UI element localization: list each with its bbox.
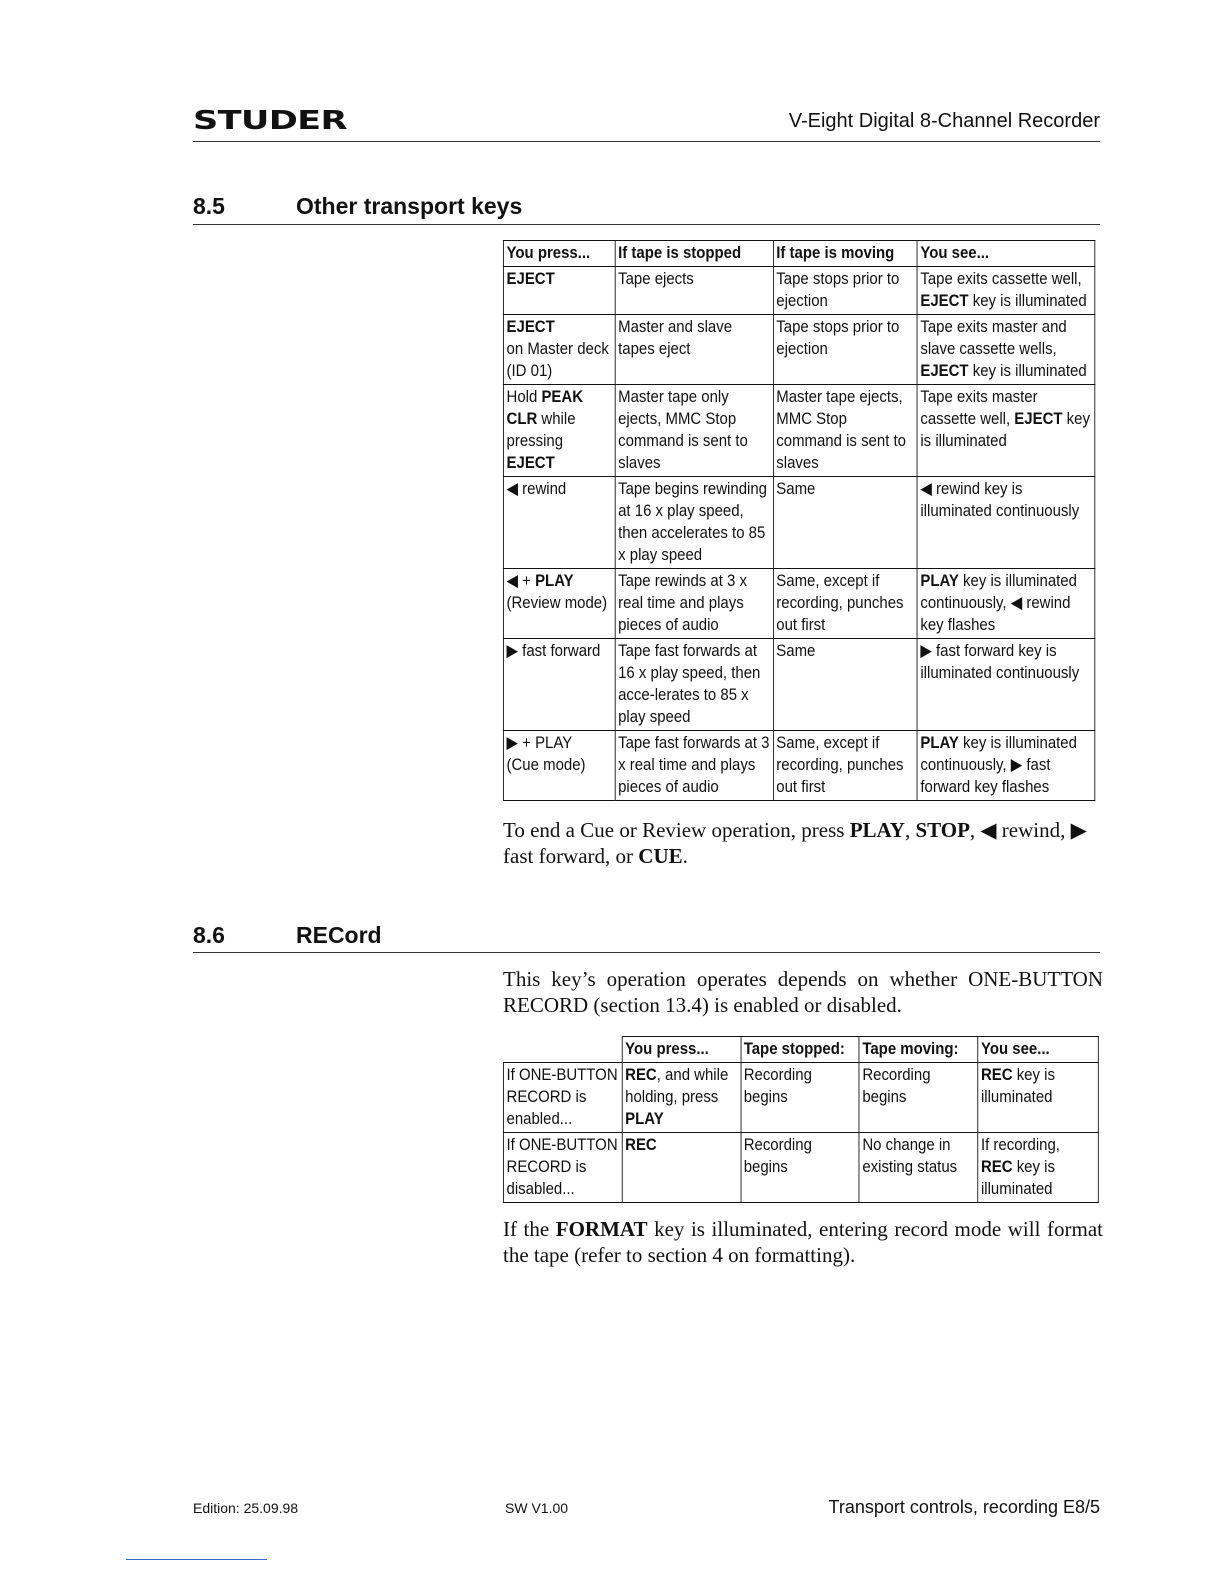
studer-logo: STUDER xyxy=(193,106,347,136)
cell-see: Tape exits master cassette well, EJECT key is illuminated xyxy=(917,385,1095,477)
cell-stopped: Recording begins xyxy=(741,1063,860,1133)
cell-moving: Tape stops prior to ejection xyxy=(773,267,917,315)
section-number: 8.5 xyxy=(193,193,225,219)
table-row xyxy=(503,385,1094,477)
cell-press: ◀ rewind xyxy=(503,477,615,569)
edition-date: Edition: 25.09.98 xyxy=(193,1500,299,1516)
table-row xyxy=(503,477,1094,569)
cell-press: EJECT on Master deck (ID 01) xyxy=(503,315,615,385)
empty-corner-cell xyxy=(503,1037,622,1063)
cell-stopped: Master and slave tapes eject xyxy=(615,315,773,385)
format-note: If the FORMAT key is illuminated, entering record mode will format the tape (refer to section 4 on formatting). xyxy=(503,1217,1103,1267)
cell-moving: Master tape ejects, MMC Stop command is sent to slaves xyxy=(773,385,917,477)
cell-moving: Same, except if recording, punches out first xyxy=(773,731,917,801)
cell-moving: No change in existing status xyxy=(859,1133,978,1203)
cell-see: Tape exits master and slave cassette wells, EJECT key is illuminated xyxy=(917,315,1095,385)
cell-stopped: Master tape only ejects, MMC Stop command is sent to slaves xyxy=(615,385,773,477)
cell-see: REC key is illuminated xyxy=(978,1063,1098,1133)
cell-stopped: Tape rewinds at 3 x real time and plays pieces of audio xyxy=(615,569,773,639)
cell-stopped: Tape fast forwards at 16 x play speed, then acce-lerates to 85 x play speed xyxy=(615,639,773,731)
column-header: You see... xyxy=(978,1037,1098,1063)
table-row xyxy=(503,1133,1098,1203)
column-header: You see... xyxy=(917,241,1095,267)
table-row xyxy=(503,315,1094,385)
cell-see: ◀ rewind key is illuminated continuously xyxy=(917,477,1095,569)
cell-see: ▶ fast forward key is illuminated continuously xyxy=(917,639,1095,731)
section-title: Other transport keys xyxy=(296,193,523,219)
record-intro: This key’s operation operates depends on whether ONE-BUTTON RECORD (section 13.4) is enabled or disabled. xyxy=(503,967,1103,1017)
cell-press: REC xyxy=(622,1133,741,1203)
column-header: You press... xyxy=(622,1037,741,1063)
footer-line xyxy=(126,1559,267,1560)
cell-see: PLAY key is illuminated continuously, ▶ fast forward key flashes xyxy=(917,731,1095,801)
record-table xyxy=(503,1036,1099,1203)
cell-see: PLAY key is illuminated continuously, ◀ rewind key flashes xyxy=(917,569,1095,639)
cell-stopped: Tape ejects xyxy=(615,267,773,315)
cell-press: REC, and while holding, press PLAY xyxy=(622,1063,741,1133)
cell-press: Hold PEAK CLR while pressing EJECT xyxy=(503,385,615,477)
document-title: V-Eight Digital 8-Channel Recorder xyxy=(788,110,1100,132)
cell-see: Tape exits cassette well, EJECT key is illuminated xyxy=(917,267,1095,315)
cell-stopped: Tape fast forwards at 3 x real time and plays pieces of audio xyxy=(615,731,773,801)
cell-moving: Same xyxy=(773,639,917,731)
chapter-page-label: Transport controls, recording E8/5 xyxy=(828,1497,1100,1517)
table-header-row xyxy=(503,1037,1098,1063)
cell-see: If recording, REC key is illuminated xyxy=(978,1133,1098,1203)
cell-stopped: Tape begins rewinding at 16 x play speed, then accelerates to 85 x play speed xyxy=(615,477,773,569)
section-divider xyxy=(193,224,1100,225)
cell-condition: If ONE-BUTTON RECORD is disabled... xyxy=(503,1133,622,1203)
table-row xyxy=(503,731,1094,801)
cue-review-note: To end a Cue or Review operation, press PLAY, STOP, ◀ rewind, ▶ fast forward, or CUE. xyxy=(503,818,1087,868)
section-title: RECord xyxy=(296,922,382,948)
cell-moving: Same, except if recording, punches out first xyxy=(773,569,917,639)
table-row xyxy=(503,267,1094,315)
column-header: If tape is moving xyxy=(773,241,917,267)
software-version: SW V1.00 xyxy=(505,1500,569,1516)
column-header: Tape stopped: xyxy=(741,1037,860,1063)
cell-press: ◀ + PLAY (Review mode) xyxy=(503,569,615,639)
column-header: Tape moving: xyxy=(859,1037,978,1063)
cell-moving: Recording begins xyxy=(859,1063,978,1133)
cell-press: EJECT xyxy=(503,267,615,315)
section-number: 8.6 xyxy=(193,922,225,948)
table-row xyxy=(503,569,1094,639)
header-divider xyxy=(193,141,1100,142)
column-header: You press... xyxy=(503,241,615,267)
cell-moving: Tape stops prior to ejection xyxy=(773,315,917,385)
cell-press: ▶ + PLAY (Cue mode) xyxy=(503,731,615,801)
column-header: If tape is stopped xyxy=(615,241,773,267)
cell-press: ▶ fast forward xyxy=(503,639,615,731)
table-row xyxy=(503,1063,1098,1133)
table-row xyxy=(503,639,1094,731)
cell-stopped: Recording begins xyxy=(741,1133,860,1203)
cell-condition: If ONE-BUTTON RECORD is enabled... xyxy=(503,1063,622,1133)
cell-moving: Same xyxy=(773,477,917,569)
section-divider xyxy=(193,952,1100,953)
transport-keys-table xyxy=(503,240,1095,801)
table-header-row xyxy=(503,241,1094,267)
